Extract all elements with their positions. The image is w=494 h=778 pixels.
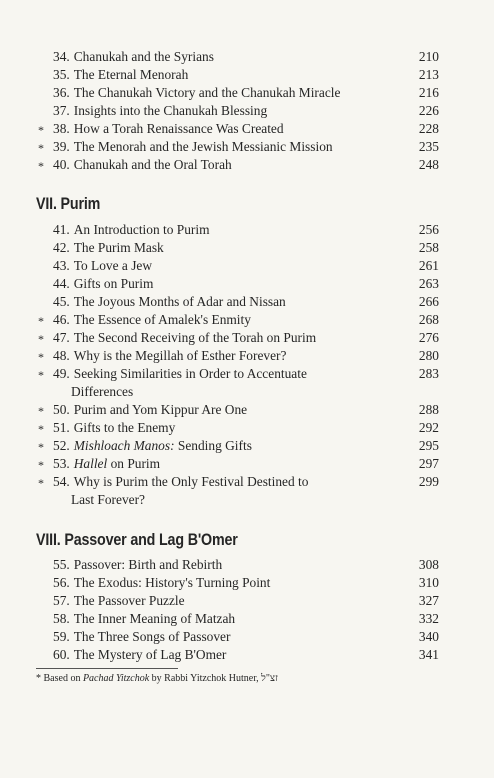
footnote-honorific: זצ"ל	[261, 673, 278, 684]
chapter-number: 45.	[53, 294, 70, 309]
chapter-number: 47.	[53, 330, 70, 345]
chapter-number: 40.	[53, 157, 70, 172]
page-number: 266	[418, 294, 439, 309]
toc-entry[interactable]	[0, 455, 494, 473]
entry-title	[53, 120, 284, 138]
entry-title-text: Chanukah and the Oral Torah	[73, 157, 232, 172]
chapter-number: 53.	[53, 456, 70, 471]
entry-title	[53, 311, 251, 329]
chapter-number: 34.	[53, 49, 70, 64]
entry-title-text: The Three Songs of Passover	[73, 629, 231, 644]
toc-entry[interactable]	[0, 275, 494, 293]
toc-entry[interactable]	[0, 84, 494, 102]
entry-title	[53, 455, 160, 473]
toc-entry[interactable]	[0, 473, 494, 491]
footnote-marker: *	[38, 350, 44, 364]
entry-title	[53, 329, 316, 347]
entry-title-text: Passover: Birth and Rebirth	[73, 557, 223, 572]
page-number: 308	[418, 557, 439, 572]
page-number: 263	[418, 276, 439, 291]
footnote-marker: *	[38, 458, 44, 472]
toc-entry[interactable]	[0, 257, 494, 275]
toc-entry[interactable]	[0, 646, 494, 664]
entry-title-text: Why is the Megillah of Esther Forever?	[73, 348, 287, 363]
chapter-number: 44.	[53, 276, 70, 291]
chapter-number: 36.	[53, 85, 70, 100]
footnote-marker: *	[38, 332, 44, 346]
entry-title	[53, 156, 232, 174]
toc-entry[interactable]	[0, 401, 494, 419]
page-number: 258	[418, 240, 439, 255]
toc-entry[interactable]	[0, 138, 494, 156]
chapter-number: 48.	[53, 348, 70, 363]
footnote-suffix: by Rabbi Yitzchok Hutner,	[149, 673, 262, 684]
chapter-number: 59.	[53, 629, 70, 644]
page-number: 288	[418, 402, 439, 417]
page-number: 210	[418, 49, 439, 64]
page-number: 340	[418, 629, 439, 644]
entry-title	[53, 293, 286, 311]
page-number: 226	[418, 103, 439, 118]
page-number: 256	[418, 222, 439, 237]
entry-title-text: Chanukah and the Syrians	[73, 49, 214, 64]
page-number: 283	[418, 366, 439, 381]
chapter-number: 35.	[53, 67, 70, 82]
chapter-number: 49.	[53, 366, 70, 381]
chapter-number: 37.	[53, 103, 70, 118]
page-number: 341	[418, 647, 439, 662]
entry-title-text: The Menorah and the Jewish Messianic Mission	[73, 139, 333, 154]
entry-title	[53, 138, 333, 156]
entry-title-text: The Chanukah Victory and the Chanukah Miracle	[73, 85, 341, 100]
page-number: 327	[418, 593, 439, 608]
toc-entry[interactable]	[0, 221, 494, 239]
toc-entry[interactable]	[0, 102, 494, 120]
page-number: 248	[418, 157, 439, 172]
entry-title	[53, 419, 175, 437]
chapter-number: 54.	[53, 474, 70, 489]
page-number: 310	[418, 575, 439, 590]
chapter-number: 41.	[53, 222, 70, 237]
entry-title-text: An Introduction to Purim	[73, 222, 210, 237]
footnote-marker: *	[38, 159, 44, 173]
entry-title	[53, 646, 226, 664]
entry-title-text: The Exodus: History's Turning Point	[73, 575, 271, 590]
entry-title-text: The Essence of Amalek's Enmity	[73, 312, 251, 327]
chapter-number: 57.	[53, 593, 70, 608]
page-number: 276	[418, 330, 439, 345]
entry-title-text: How a Torah Renaissance Was Created	[73, 121, 284, 136]
footnote-marker: *	[38, 314, 44, 328]
entry-title-continuation: Differences	[71, 384, 134, 399]
toc-entry[interactable]	[0, 311, 494, 329]
toc-entry[interactable]	[0, 120, 494, 138]
toc-entry[interactable]	[0, 592, 494, 610]
toc-entry[interactable]	[0, 556, 494, 574]
entry-title	[53, 437, 252, 455]
entry-title	[53, 239, 164, 257]
chapter-number: 42.	[53, 240, 70, 255]
entry-title	[53, 257, 152, 275]
entry-title-text: Insights into the Chanukah Blessing	[73, 103, 268, 118]
footnote-book: Pachad Yitzchok	[82, 673, 150, 684]
entry-title-text: The Passover Puzzle	[73, 593, 185, 608]
toc-entry[interactable]	[0, 239, 494, 257]
toc-entry[interactable]	[0, 610, 494, 628]
chapter-number: 56.	[53, 575, 70, 590]
page-number: 213	[418, 67, 439, 82]
entry-title-continuation: Last Forever?	[71, 492, 145, 507]
toc-entry[interactable]	[0, 156, 494, 174]
entry-title	[53, 610, 235, 628]
entry-title	[53, 556, 222, 574]
page-number: 216	[418, 85, 439, 100]
toc-entry[interactable]	[0, 628, 494, 646]
page-number: 297	[418, 456, 439, 471]
entry-title-text: To Love a Jew	[73, 258, 153, 273]
toc-entry[interactable]	[0, 293, 494, 311]
entry-title-text: The Purim Mask	[73, 240, 164, 255]
entry-title-text: The Joyous Months of Adar and Nissan	[73, 294, 286, 309]
entry-title-italic: Hallel	[73, 456, 108, 471]
page-number: 235	[418, 139, 439, 154]
footnote-rule	[36, 668, 178, 669]
toc-entry[interactable]	[0, 66, 494, 84]
page-number: 268	[418, 312, 439, 327]
footnote-marker: *	[38, 422, 44, 436]
page-number: 228	[418, 121, 439, 136]
entry-title	[53, 347, 286, 365]
entry-title-text: The Inner Meaning of Matzah	[73, 611, 236, 626]
entry-title	[53, 401, 247, 419]
footnote-star: *	[36, 673, 41, 684]
toc-entry[interactable]	[0, 419, 494, 437]
toc-entry[interactable]	[0, 48, 494, 66]
entry-title	[53, 66, 188, 84]
entry-title	[53, 84, 340, 102]
page-number: 295	[418, 438, 439, 453]
section-heading: VIII. Passover and Lag B'Omer	[36, 530, 238, 549]
chapter-number: 38.	[53, 121, 70, 136]
footnote-marker: *	[38, 404, 44, 418]
toc-entry[interactable]	[0, 365, 494, 383]
entry-title-text: Purim and Yom Kippur Are One	[73, 402, 248, 417]
entry-title	[53, 221, 210, 239]
entry-title-text: The Second Receiving of the Torah on Purim	[73, 330, 317, 345]
chapter-number: 51.	[53, 420, 70, 435]
page-number: 299	[418, 474, 439, 489]
entry-title-text: Seeking Similarities in Order to Accentuate	[73, 366, 307, 381]
entry-title	[53, 628, 230, 646]
chapter-number: 52.	[53, 438, 70, 453]
entry-title	[53, 574, 270, 592]
entry-title	[53, 275, 153, 293]
page-number: 332	[418, 611, 439, 626]
entry-title	[53, 592, 185, 610]
chapter-number: 50.	[53, 402, 70, 417]
chapter-number: 46.	[53, 312, 70, 327]
page-number: 261	[418, 258, 439, 273]
chapter-number: 43.	[53, 258, 70, 273]
entry-title	[53, 473, 308, 491]
chapter-number: 55.	[53, 557, 70, 572]
entry-title-text: on Purim	[107, 456, 161, 471]
page-number: 280	[418, 348, 439, 363]
entry-title-italic: Mishloach Manos:	[73, 438, 175, 453]
footnote-marker: *	[38, 141, 44, 155]
entry-title-text: Gifts to the Enemy	[73, 420, 176, 435]
entry-title	[53, 365, 307, 383]
toc-entry[interactable]	[0, 574, 494, 592]
entry-title-text: The Mystery of Lag B'Omer	[73, 647, 227, 662]
entry-title-text: Sending Gifts	[174, 438, 252, 453]
page-number: 292	[418, 420, 439, 435]
footnote-marker: *	[38, 476, 44, 490]
footnote-marker: *	[38, 368, 44, 382]
toc-entry[interactable]	[0, 329, 494, 347]
toc-entry[interactable]	[0, 347, 494, 365]
chapter-number: 60.	[53, 647, 70, 662]
entry-title	[53, 48, 214, 66]
chapter-number: 58.	[53, 611, 70, 626]
section-heading: VII. Purim	[36, 194, 101, 213]
entry-title	[53, 102, 267, 120]
footnote-marker: *	[38, 440, 44, 454]
toc-entry[interactable]	[0, 437, 494, 455]
footnote	[36, 672, 278, 685]
entry-title-text: Why is Purim the Only Festival Destined to	[73, 474, 309, 489]
entry-title-text: Gifts on Purim	[73, 276, 154, 291]
footnote-marker: *	[38, 123, 44, 137]
footnote-prefix: Based on	[41, 673, 83, 684]
chapter-number: 39.	[53, 139, 70, 154]
entry-title-text: The Eternal Menorah	[73, 67, 189, 82]
